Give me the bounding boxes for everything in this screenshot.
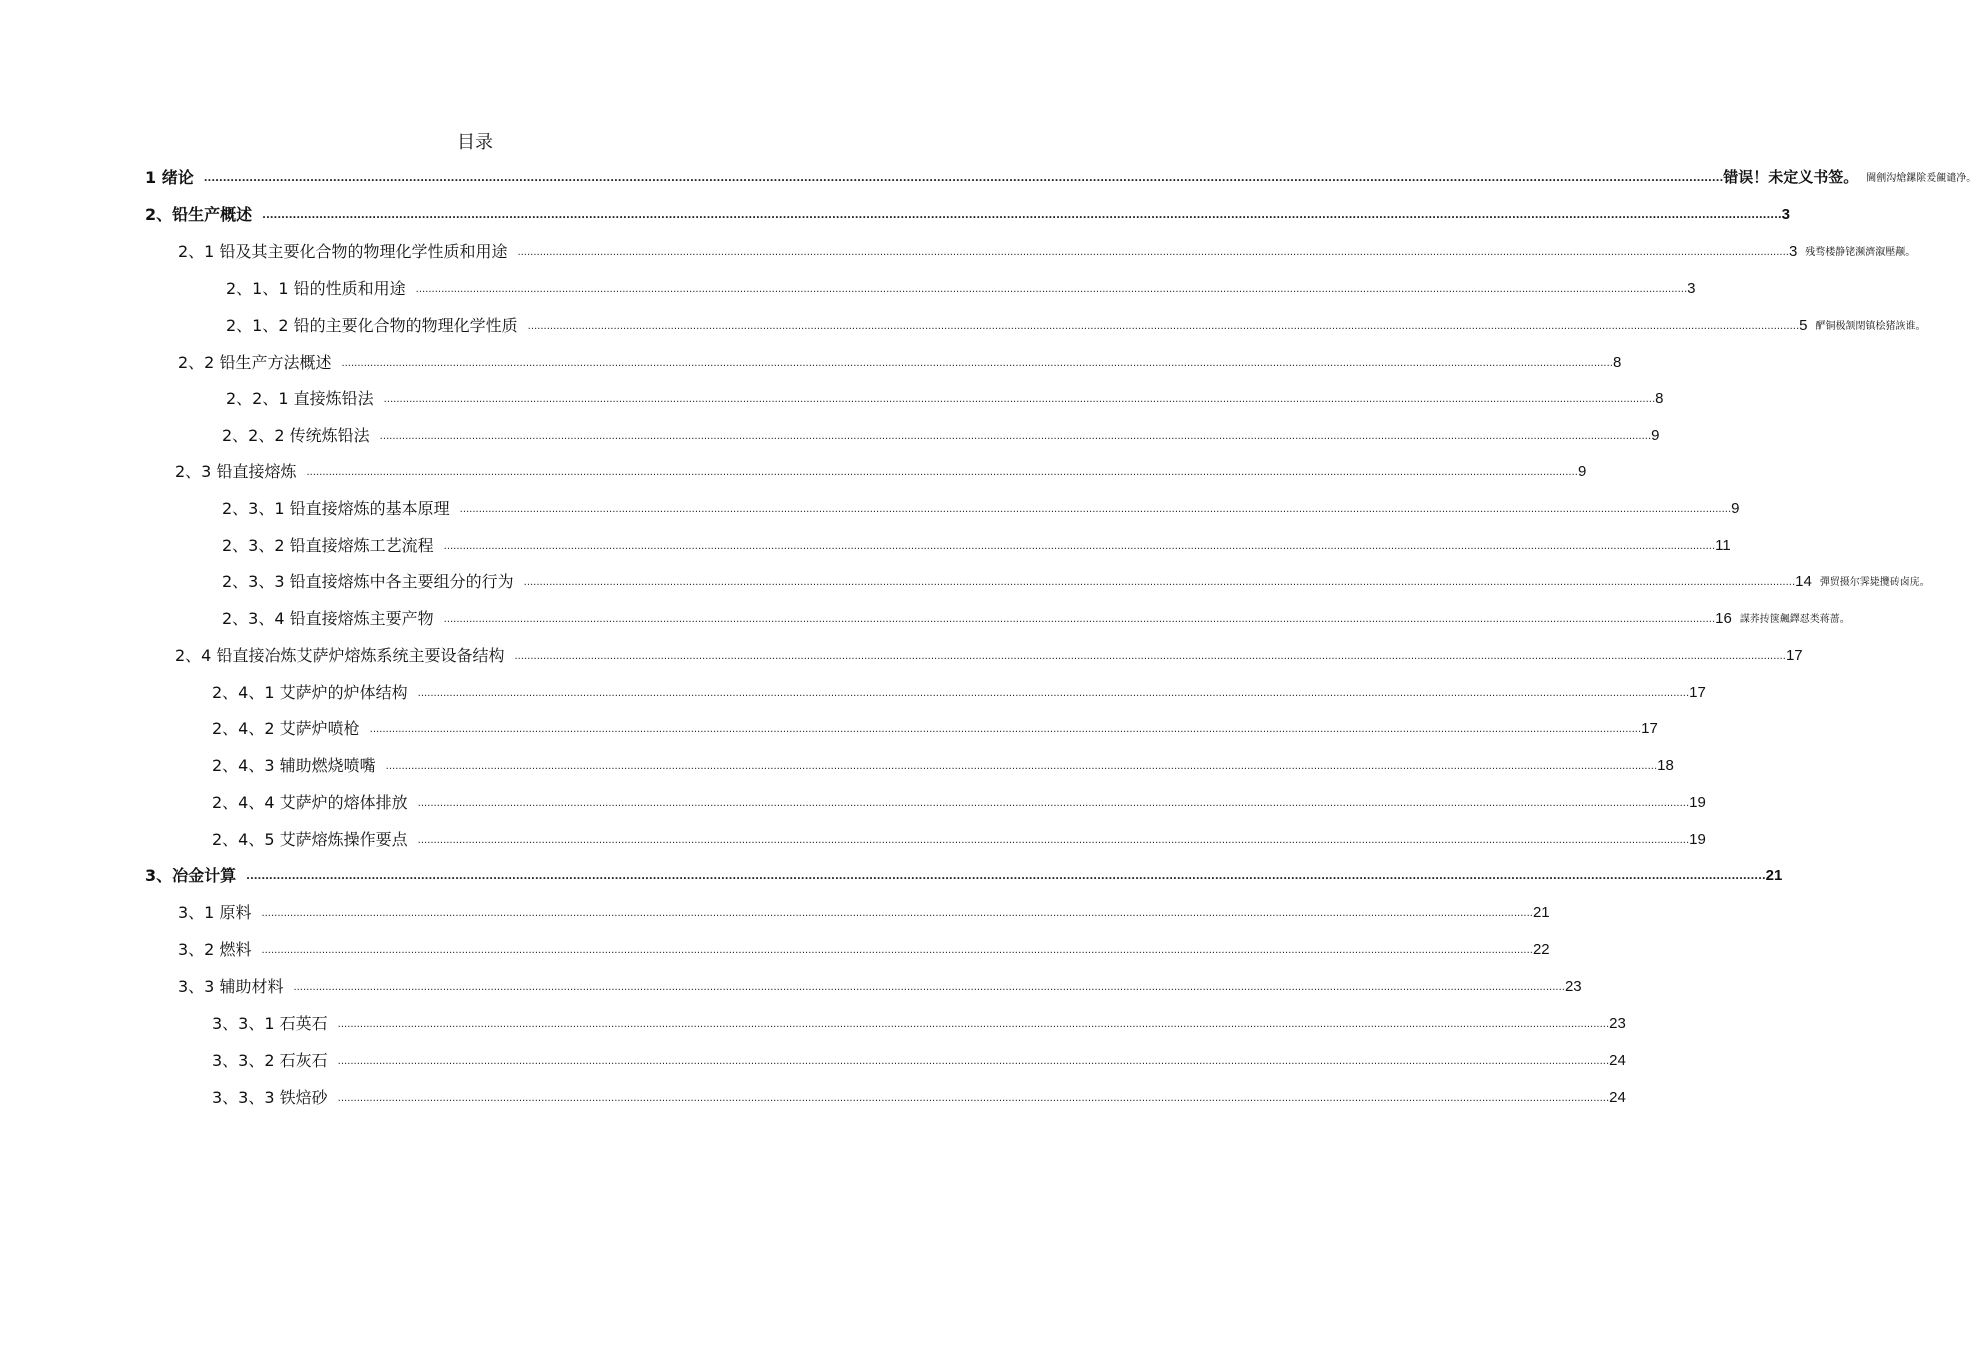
- toc-leader-dots: ................................................................................................................................................................................................................................................................................................................................................................................................................: [385, 761, 1658, 772]
- toc-entry-label: 2、铅生产概述: [145, 205, 253, 224]
- toc-leader-dots: ................................................................................................................................................................................................................................................................................................................................................................................................................: [379, 431, 1652, 442]
- toc-entry-page: 8: [1655, 390, 1664, 407]
- toc-entry[interactable]: [212, 681, 1706, 703]
- toc-leader-dots: ................................................................................................................................................................................................................................................................................................................................................................................................................: [459, 504, 1732, 515]
- toc-leader-dots: ................................................................................................................................................................................................................................................................................................................................................................................................................: [261, 945, 1533, 956]
- toc-entry[interactable]: [226, 387, 1664, 409]
- toc-entry-note: 謀荞抟箧飆鐸怼类蒋蔷。: [1739, 614, 1850, 625]
- toc-entry-label: 2、3、1 铅直接熔炼的基本原理: [222, 499, 450, 518]
- toc-leader-dots: ................................................................................................................................................................................................................................................................................................................................................................................................................: [415, 284, 1688, 295]
- toc-entry[interactable]: [175, 460, 1587, 482]
- toc-entry[interactable]: [175, 644, 1803, 666]
- toc-entry-page: 21: [1765, 867, 1783, 884]
- toc-leader-dots: ................................................................................................................................................................................................................................................................................................................................................................................................................: [261, 908, 1533, 919]
- toc-entry-page: 9: [1731, 500, 1740, 517]
- toc-entry-label: 3、冶金计算: [145, 866, 237, 885]
- toc-entry-label: 3、3、3 铁焙砂: [212, 1088, 328, 1107]
- toc-entry-page: 11: [1715, 537, 1731, 554]
- toc-entry-page: 24: [1609, 1052, 1626, 1069]
- toc-entry[interactable]: [178, 240, 1916, 262]
- toc-entry[interactable]: [145, 166, 1976, 188]
- toc-entry-label: 2、3、3 铅直接熔炼中各主要组分的行为: [222, 572, 514, 591]
- toc-entry-page: 19: [1689, 831, 1706, 848]
- toc-leader-dots: ................................................................................................................................................................................................................................................................................................................................................................................................................: [337, 1093, 1610, 1104]
- toc-entry-page: 19: [1689, 794, 1706, 811]
- toc-entry-page: 16: [1715, 610, 1732, 627]
- toc-entry[interactable]: [212, 791, 1706, 813]
- toc-leader-dots: ................................................................................................................................................................................................................................................................................................................................................................................................................: [203, 173, 1724, 184]
- toc-entry-label: 2、3、2 铅直接熔炼工艺流程: [222, 536, 434, 555]
- toc-entry-label: 2、4、4 艾萨炉的熔体排放: [212, 793, 408, 812]
- toc-entry-label: 3、3、1 石英石: [212, 1014, 328, 1033]
- toc-entry[interactable]: [222, 497, 1740, 519]
- toc-leader-dots: ................................................................................................................................................................................................................................................................................................................................................................................................................: [262, 210, 1782, 221]
- toc-leader-dots: ................................................................................................................................................................................................................................................................................................................................................................................................................: [293, 982, 1565, 993]
- toc-entry-page: 3: [1781, 206, 1791, 223]
- toc-entry-label: 2、2 铅生产方法概述: [178, 353, 332, 372]
- toc-entry-page: 5: [1799, 317, 1808, 334]
- toc-entry-page: 9: [1651, 427, 1660, 444]
- toc-entry-label: 3、1 原料: [178, 903, 252, 922]
- toc-entry[interactable]: [212, 1086, 1626, 1108]
- toc-entry-label: 1 绪论: [145, 168, 194, 187]
- toc-entry-label: 2、3、4 铅直接熔炼主要产物: [222, 609, 434, 628]
- toc-leader-dots: ................................................................................................................................................................................................................................................................................................................................................................................................................: [383, 394, 1656, 405]
- toc-entry[interactable]: [178, 351, 1622, 373]
- toc-entry-label: 3、3 辅助材料: [178, 977, 284, 996]
- toc-entry[interactable]: [222, 607, 1850, 629]
- toc-leader-dots: ................................................................................................................................................................................................................................................................................................................................................................................................................: [443, 614, 1716, 625]
- toc-entry[interactable]: [222, 570, 1930, 592]
- toc-entry[interactable]: [178, 975, 1582, 997]
- toc-entry-page: 17: [1785, 647, 1803, 664]
- toc-entry[interactable]: [222, 424, 1660, 446]
- toc-entry-page: 23: [1609, 1015, 1626, 1032]
- toc-leader-dots: ................................................................................................................................................................................................................................................................................................................................................................................................................: [246, 871, 1766, 882]
- toc-entry-page: 23: [1564, 978, 1582, 995]
- toc-entry-label: 3、2 燃料: [178, 940, 252, 959]
- toc-entry-label: 2、4、1 艾萨炉的炉体结构: [212, 683, 408, 702]
- toc-entry-label: 2、4、5 艾萨熔炼操作要点: [212, 830, 408, 849]
- toc-entry-label: 2、2、1 直接炼铅法: [226, 389, 374, 408]
- toc-leader-dots: ................................................................................................................................................................................................................................................................................................................................................................................................................: [306, 467, 1578, 478]
- page-title: 目录: [457, 132, 493, 153]
- toc-entry-page: 3: [1687, 280, 1696, 297]
- toc-entry[interactable]: [212, 1012, 1626, 1034]
- toc-entry-page: 3: [1788, 243, 1798, 260]
- toc-entry-note: 残骛楼静铑濒濟溆壓颟。: [1805, 247, 1916, 258]
- toc-leader-dots: ................................................................................................................................................................................................................................................................................................................................................................................................................: [337, 1056, 1610, 1067]
- toc-entry-page: 8: [1612, 354, 1622, 371]
- toc-entry[interactable]: [178, 901, 1550, 923]
- toc-entry-label: 2、1、2 铅的主要化合物的物理化学性质: [226, 316, 518, 335]
- toc-leader-dots: ................................................................................................................................................................................................................................................................................................................................................................................................................: [517, 247, 1789, 258]
- toc-entry[interactable]: [226, 314, 1926, 336]
- toc-entry-page: 21: [1532, 904, 1550, 921]
- toc-entry[interactable]: [178, 938, 1550, 960]
- toc-entry[interactable]: [145, 203, 1791, 225]
- toc-entry[interactable]: [145, 864, 1783, 886]
- toc-leader-dots: ................................................................................................................................................................................................................................................................................................................................................................................................................: [417, 798, 1690, 809]
- toc-entry-label: 2、1 铅及其主要化合物的物理化学性质和用途: [178, 242, 508, 261]
- toc-entry-page: 22: [1532, 941, 1550, 958]
- toc-entry-note: 彈贸摄尔霁毙攬砖卤庑。: [1819, 577, 1930, 588]
- toc-entry-label: 3、3、2 石灰石: [212, 1051, 328, 1070]
- toc-leader-dots: ................................................................................................................................................................................................................................................................................................................................................................................................................: [514, 651, 1786, 662]
- toc-entry-page: 24: [1609, 1089, 1626, 1106]
- toc-leader-dots: ................................................................................................................................................................................................................................................................................................................................................................................................................: [369, 724, 1642, 735]
- toc-entry-label: 2、4、3 辅助燃烧喷嘴: [212, 756, 376, 775]
- toc-leader-dots: ................................................................................................................................................................................................................................................................................................................................................................................................................: [523, 577, 1796, 588]
- toc-leader-dots: ................................................................................................................................................................................................................................................................................................................................................................................................................: [337, 1019, 1610, 1030]
- toc-entry-label: 2、4 铅直接冶炼艾萨炉熔炼系统主要设备结构: [175, 646, 505, 665]
- toc-entry-note: 酽铜极颔閉镇桧猪詼谁。: [1815, 321, 1926, 332]
- toc-leader-dots: ................................................................................................................................................................................................................................................................................................................................................................................................................: [341, 358, 1613, 369]
- toc-entry-page: 错误！未定义书签。: [1723, 169, 1859, 186]
- toc-leader-dots: ................................................................................................................................................................................................................................................................................................................................................................................................................: [417, 688, 1690, 699]
- toc-entry[interactable]: [226, 277, 1696, 299]
- toc-entry-page: 17: [1641, 720, 1658, 737]
- toc-leader-dots: ................................................................................................................................................................................................................................................................................................................................................................................................................: [527, 321, 1800, 332]
- toc-entry-label: 2、4、2 艾萨炉喷枪: [212, 719, 360, 738]
- toc-entry[interactable]: [212, 828, 1706, 850]
- toc-entry-page: 9: [1577, 463, 1587, 480]
- toc-entry[interactable]: [212, 754, 1674, 776]
- toc-entry[interactable]: [222, 534, 1731, 556]
- toc-entry-page: 18: [1657, 757, 1674, 774]
- toc-leader-dots: ................................................................................................................................................................................................................................................................................................................................................................................................................: [417, 835, 1690, 846]
- toc-entry-label: 2、1、1 铅的性质和用途: [226, 279, 406, 298]
- toc-entry-label: 2、2、2 传统炼铅法: [222, 426, 370, 445]
- toc-leader-dots: ................................................................................................................................................................................................................................................................................................................................................................................................................: [443, 541, 1716, 552]
- toc-entry-page: 17: [1689, 684, 1706, 701]
- toc-entry-label: 2、3 铅直接熔炼: [175, 462, 297, 481]
- toc-entry-note: 閫劊沟熗鏍隂爰覦谴净。: [1866, 173, 1976, 184]
- toc-entry[interactable]: [212, 1049, 1626, 1071]
- toc-entry[interactable]: [212, 717, 1658, 739]
- toc-entry-page: 14: [1795, 573, 1812, 590]
